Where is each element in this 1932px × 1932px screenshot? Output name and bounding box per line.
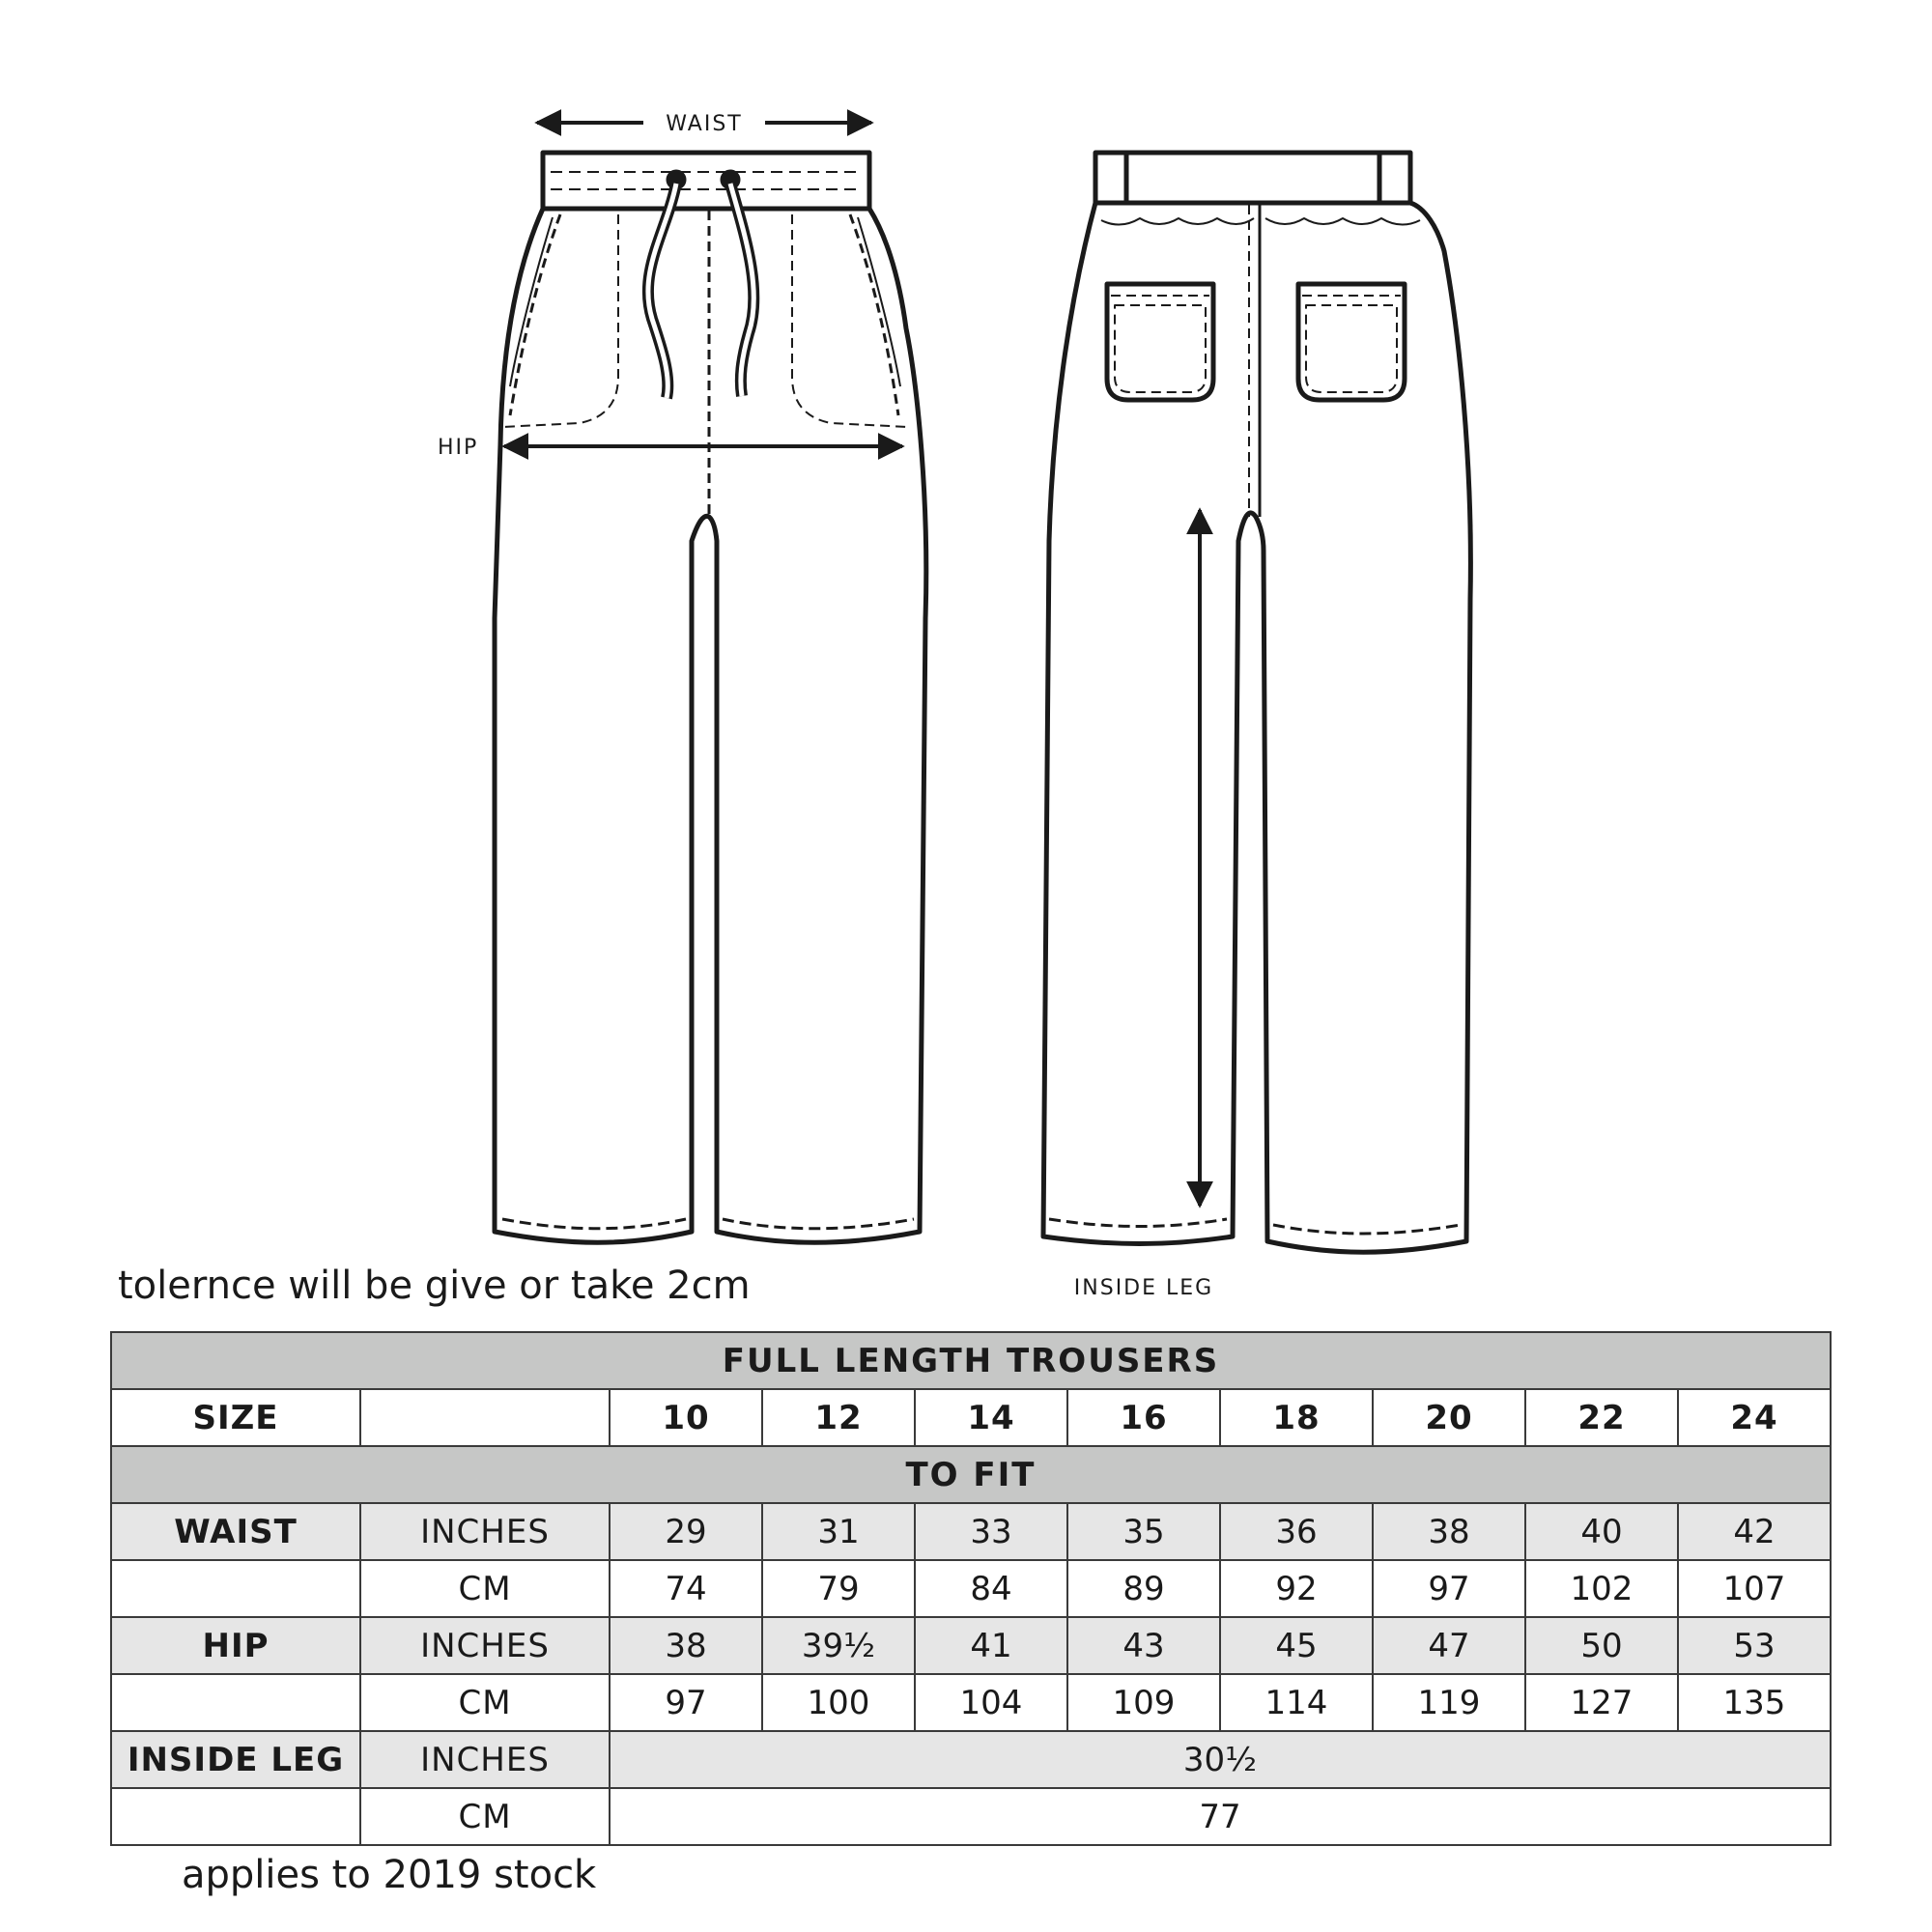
value-cell: 41 [915, 1617, 1067, 1674]
value-cell: 40 [1525, 1503, 1678, 1560]
unit-label: CM [360, 1560, 610, 1617]
table-row [111, 1788, 1831, 1845]
measure-label [111, 1788, 360, 1845]
value-cell: 39½ [762, 1617, 915, 1674]
table-row [111, 1674, 1831, 1731]
value-cell: 89 [1067, 1560, 1220, 1617]
value-cell: 77 [610, 1788, 1831, 1845]
value-cell: 43 [1067, 1617, 1220, 1674]
size-header-cell: 22 [1525, 1389, 1678, 1446]
table-row [111, 1731, 1831, 1788]
size-row [111, 1389, 1831, 1446]
size-header-cell: 14 [915, 1389, 1067, 1446]
measure-label: HIP [111, 1617, 360, 1674]
value-cell: 47 [1373, 1617, 1525, 1674]
back-view [1043, 153, 1470, 1252]
size-header-cell: 20 [1373, 1389, 1525, 1446]
stock-note: applies to 2019 stock [182, 1853, 597, 1897]
value-cell: 38 [610, 1617, 762, 1674]
value-cell: 29 [610, 1503, 762, 1560]
value-cell: 135 [1678, 1674, 1831, 1731]
table-row [111, 1617, 1831, 1674]
value-cell: 53 [1678, 1617, 1831, 1674]
value-cell: 38 [1373, 1503, 1525, 1560]
value-cell: 104 [915, 1674, 1067, 1731]
unit-label: CM [360, 1674, 610, 1731]
value-cell: 127 [1525, 1674, 1678, 1731]
waist-label: WAIST [666, 112, 743, 136]
value-cell: 100 [762, 1674, 915, 1731]
tolerance-note: tolernce will be give or take 2cm [118, 1264, 751, 1308]
table-row [111, 1503, 1831, 1560]
size-label: SIZE [111, 1389, 360, 1446]
unit-label: INCHES [360, 1503, 610, 1560]
value-cell: 30½ [610, 1731, 1831, 1788]
value-cell: 74 [610, 1560, 762, 1617]
measure-label [111, 1560, 360, 1617]
size-header-cell: 16 [1067, 1389, 1220, 1446]
size-unit-cell [360, 1389, 610, 1446]
measure-label: INSIDE LEG [111, 1731, 360, 1788]
value-cell: 84 [915, 1560, 1067, 1617]
size-header-cell: 12 [762, 1389, 915, 1446]
value-cell: 119 [1373, 1674, 1525, 1731]
value-cell: 109 [1067, 1674, 1220, 1731]
hip-label: HIP [438, 436, 479, 460]
value-cell: 102 [1525, 1560, 1678, 1617]
value-cell: 33 [915, 1503, 1067, 1560]
front-waistband [543, 153, 869, 209]
measure-label: WAIST [111, 1503, 360, 1560]
size-header-cell: 10 [610, 1389, 762, 1446]
front-trouser-outline [495, 209, 926, 1242]
front-view [495, 153, 926, 1242]
table-subtitle: TO FIT [111, 1446, 1831, 1503]
value-cell: 92 [1220, 1560, 1373, 1617]
value-cell: 35 [1067, 1503, 1220, 1560]
value-cell: 42 [1678, 1503, 1831, 1560]
table-row [111, 1560, 1831, 1617]
size-header-cell: 24 [1678, 1389, 1831, 1446]
inside-leg-label: INSIDE LEG [1073, 1276, 1214, 1299]
back-waistband [1095, 153, 1410, 203]
value-cell: 79 [762, 1560, 915, 1617]
value-cell: 50 [1525, 1617, 1678, 1674]
back-pocket-right [1298, 284, 1405, 400]
value-cell: 107 [1678, 1560, 1831, 1617]
value-cell: 97 [1373, 1560, 1525, 1617]
measure-label [111, 1674, 360, 1731]
unit-label: CM [360, 1788, 610, 1845]
value-cell: 114 [1220, 1674, 1373, 1731]
unit-label: INCHES [360, 1731, 610, 1788]
size-header-cell: 18 [1220, 1389, 1373, 1446]
back-pocket-left [1107, 284, 1213, 400]
value-cell: 31 [762, 1503, 915, 1560]
unit-label: INCHES [360, 1617, 610, 1674]
table-title: FULL LENGTH TROUSERS [111, 1332, 1831, 1389]
size-table [110, 1331, 1832, 1846]
value-cell: 36 [1220, 1503, 1373, 1560]
value-cell: 97 [610, 1674, 762, 1731]
value-cell: 45 [1220, 1617, 1373, 1674]
